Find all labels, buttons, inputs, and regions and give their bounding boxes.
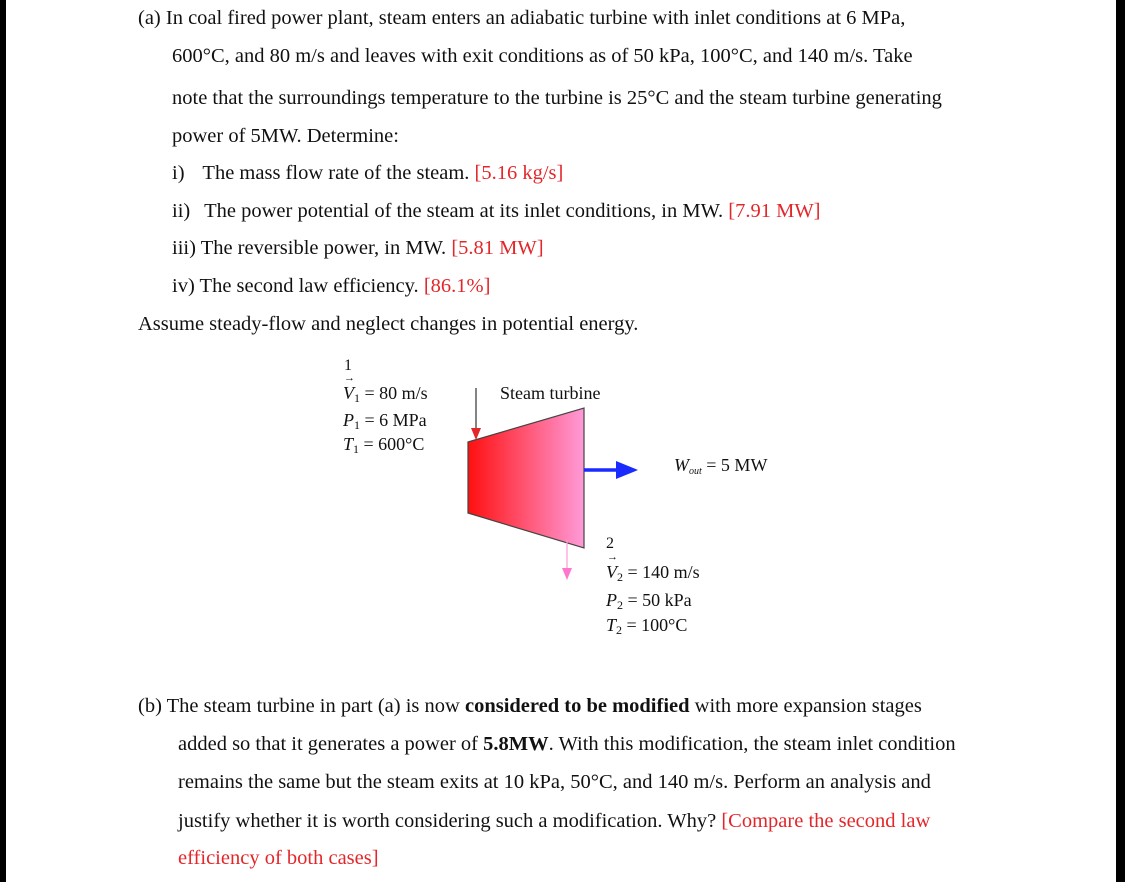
question-answer: [7.91 MW] [728,200,821,222]
part-a-line-3: note that the surroundings temperature to the turbine is 25°C and the steam turbine generating [172,87,942,109]
part-b-line-4: justify whether it is worth considering such a modification. Why? [Compare the second law [178,810,931,832]
question-answer: [5.16 kg/s] [474,162,564,184]
outlet-state-number: 2 [606,535,614,552]
outlet-pressure: $P_2 = 50$ kPa [606,590,692,612]
question-number: ii) [172,200,191,222]
part-a-line-2: 600°C, and 80 m/s and leaves with exit conditions as of 50 kPa, 100°C, and 140 m/s. Take [172,45,913,67]
part-b-line-1: (b) The steam turbine in part (a) is now considered to be modified with more expansion stages [138,695,922,717]
outlet-velocity: → $V_2 = 140$ m/s [606,563,700,583]
inlet-temperature: $T_1 = 600^\circ C$ [343,434,425,456]
question-number: iii) [172,237,196,259]
outlet-temperature: $T_2 = 100^\circ C$ [606,615,688,637]
question-answer: [86.1%] [423,275,491,297]
turbine-label: Steam turbine [500,383,601,403]
inlet-pressure: $P_1 = 6$ MPa [343,410,427,432]
inlet-state-number: 1 [344,357,352,374]
question-answer: [5.81 MW] [451,237,544,259]
part-a-line-1: (a) In coal fired power plant, steam enters an adiabatic turbine with inlet conditions at 6 MPa, [138,7,906,29]
part-b-line-3: remains the same but the steam exits at 10 kPa, 50°C, and 140 m/s. Perform an analysis and [178,771,931,793]
work-output-label: $W_{out} = 5$ MW [674,455,768,477]
outlet-arrow-head [562,568,572,580]
document-page [6,0,1116,882]
question-text: The mass flow rate of the steam. [202,162,470,184]
turbine-body [468,408,584,548]
question-text: The reversible power, in MW. [200,237,447,259]
part-b-line-2: added so that it generates a power of 5.8MW. With this modification, the steam inlet condition [178,733,956,755]
question-text: The power potential of the steam at its inlet conditions, in MW. [204,200,724,222]
question-number: i) [172,162,185,184]
question-text: The second law efficiency. [199,275,419,297]
work-arrow-head [616,461,638,479]
part-a-line-4: power of 5MW. Determine: [172,125,399,147]
question-number: iv) [172,275,195,297]
part-b-line-5: efficiency of both cases] [178,847,379,869]
assumption-text: Assume steady-flow and neglect changes in potential energy. [138,313,639,335]
inlet-velocity: → $V_1 = 80$ m/s [343,384,428,404]
